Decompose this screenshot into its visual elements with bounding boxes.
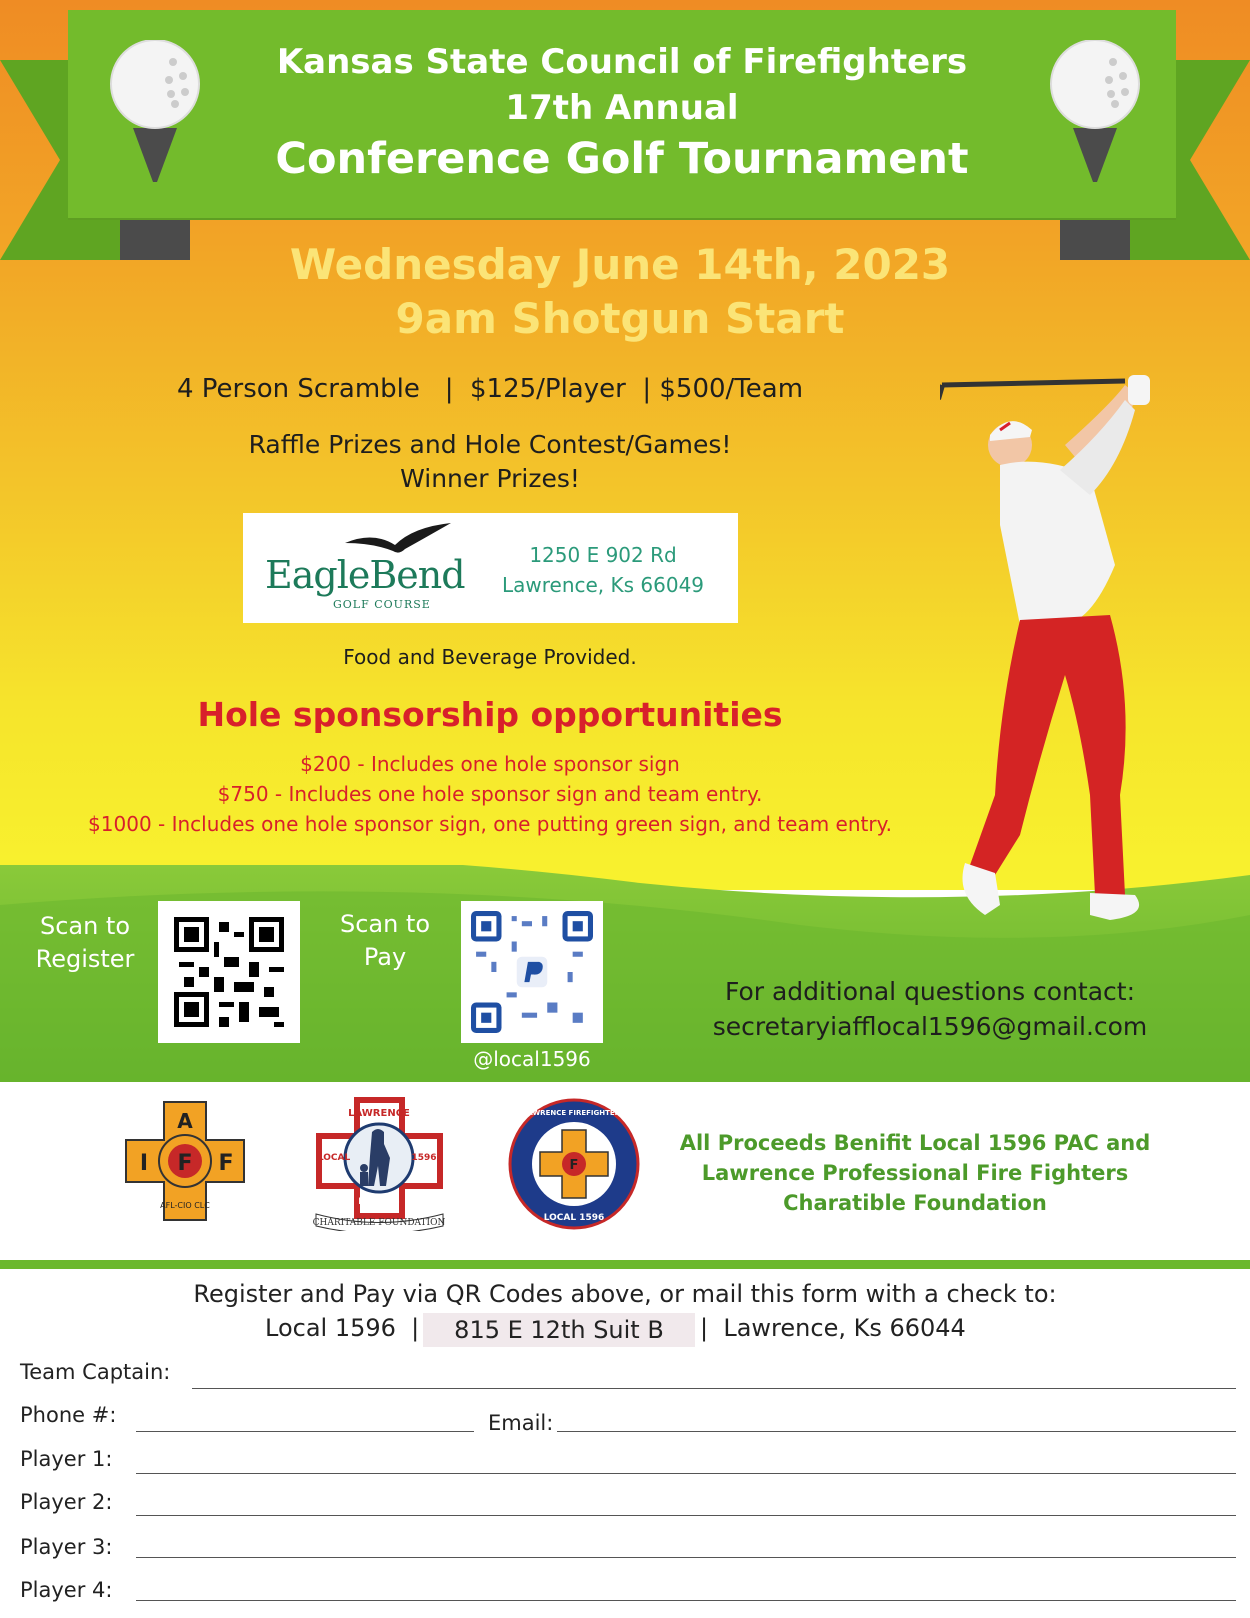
pay-label-2: Pay bbox=[363, 943, 407, 971]
venue-logo-sub: GOLF COURSE bbox=[333, 598, 431, 611]
mail-address-local: Local 1596 | bbox=[265, 1314, 420, 1342]
venue-logo-name: EagleBend bbox=[265, 553, 465, 597]
player-4-label: Player 4: bbox=[20, 1578, 113, 1602]
player-4-field[interactable] bbox=[136, 1600, 1236, 1601]
sponsorship-tier: $1000 - Includes one hole sponsor sign, one putting green sign, and team entry. bbox=[88, 812, 892, 836]
player-2-label: Player 2: bbox=[20, 1490, 113, 1514]
player-3-field[interactable] bbox=[136, 1557, 1236, 1558]
sponsorship-tier: $200 - Includes one hole sponsor sign bbox=[300, 752, 680, 776]
section-divider bbox=[0, 1260, 1250, 1269]
proceeds-note bbox=[670, 1128, 1160, 1218]
register-label-1: Scan to bbox=[39, 912, 131, 940]
svg-text:I: I bbox=[139, 1151, 149, 1176]
banner-line-2: 17th Annual bbox=[505, 88, 739, 128]
svg-text:LAWRENCE: LAWRENCE bbox=[348, 1108, 410, 1119]
svg-text:KANSAS: KANSAS bbox=[358, 1197, 400, 1207]
player-1-field[interactable] bbox=[136, 1473, 1236, 1474]
svg-text:CHARITABLE FOUNDATION: CHARITABLE FOUNDATION bbox=[312, 1218, 446, 1228]
mail-address-city: | Lawrence, Ks 66044 bbox=[700, 1314, 966, 1342]
golf-ball-tee-icon bbox=[105, 40, 205, 190]
lawrence-firefighters-logo bbox=[508, 1098, 640, 1230]
phone-field[interactable] bbox=[136, 1431, 474, 1432]
email-label: Email: bbox=[488, 1411, 554, 1435]
phone-label: Phone #: bbox=[20, 1403, 117, 1427]
event-start-time: 9am Shotgun Start bbox=[395, 294, 845, 343]
svg-text:F: F bbox=[569, 1158, 579, 1173]
mail-address-street: 815 E 12th Suit B bbox=[423, 1313, 695, 1347]
food-note: Food and Beverage Provided. bbox=[343, 645, 637, 669]
player-2-field[interactable] bbox=[136, 1515, 1236, 1516]
qr-code-icon bbox=[174, 917, 284, 1027]
svg-text:LOCAL: LOCAL bbox=[317, 1153, 351, 1163]
email-field[interactable] bbox=[557, 1431, 1236, 1432]
pay-label-1: Scan to bbox=[339, 910, 431, 938]
sponsorship-title: Hole sponsorship opportunities bbox=[197, 695, 783, 734]
contact-email[interactable]: secretaryiafflocal1596@gmail.com bbox=[712, 1012, 1148, 1041]
golf-ball-tee-icon bbox=[1045, 40, 1145, 190]
register-label-2: Register bbox=[35, 945, 135, 973]
event-date: Wednesday June 14th, 2023 bbox=[289, 240, 951, 289]
paypal-qr-code-icon bbox=[471, 911, 593, 1033]
form-intro: Register and Pay via QR Codes above, or mail this form with a check to: bbox=[193, 1280, 1057, 1308]
register-qr-code[interactable] bbox=[158, 901, 300, 1043]
prizes-line-1: Raffle Prizes and Hole Contest/Games! bbox=[248, 430, 732, 459]
svg-text:AFL-CIO CLC: AFL-CIO CLC bbox=[160, 1201, 210, 1210]
prizes-line-2: Winner Prizes! bbox=[400, 464, 580, 493]
title-banner bbox=[68, 10, 1176, 218]
proceeds-line-1: All Proceeds Benifit Local 1596 PAC and bbox=[679, 1131, 1151, 1155]
sponsorship-tier: $750 - Includes one hole sponsor sign and team entry. bbox=[217, 782, 763, 806]
banner-line-3: Conference Golf Tournament bbox=[275, 134, 969, 184]
pay-handle: @local1596 bbox=[473, 1047, 591, 1071]
golfer-illustration bbox=[940, 375, 1200, 955]
pricing-line: 4 Person Scramble | $125/Player | $500/Team bbox=[176, 374, 804, 404]
proceeds-line-2: Lawrence Professional Fire Fighters bbox=[701, 1161, 1129, 1185]
contact-line: For additional questions contact: bbox=[724, 977, 1136, 1006]
proceeds-line-3: Charatible Foundation bbox=[783, 1191, 1047, 1215]
banner-line-1: Kansas State Council of Firefighters bbox=[276, 42, 968, 82]
venue-address-line-2: Lawrence, Ks 66049 bbox=[501, 573, 705, 597]
svg-text:LOCAL 1596: LOCAL 1596 bbox=[543, 1213, 605, 1223]
venue-box bbox=[243, 513, 738, 623]
team-captain-field[interactable] bbox=[192, 1388, 1236, 1389]
venue-address-line-1: 1250 E 902 Rd bbox=[529, 543, 677, 567]
team-captain-label: Team Captain: bbox=[20, 1360, 171, 1384]
charitable-foundation-logo bbox=[312, 1096, 447, 1231]
svg-text:LAWRENCE FIREFIGHTERS: LAWRENCE FIREFIGHTERS bbox=[522, 1109, 626, 1117]
pay-qr-code[interactable] bbox=[461, 901, 603, 1043]
svg-text:F: F bbox=[218, 1151, 234, 1176]
svg-text:1596: 1596 bbox=[411, 1153, 437, 1163]
iaff-logo bbox=[124, 1100, 246, 1222]
svg-text:F: F bbox=[177, 1151, 193, 1176]
player-1-label: Player 1: bbox=[20, 1447, 113, 1471]
svg-text:A: A bbox=[177, 1109, 193, 1133]
player-3-label: Player 3: bbox=[20, 1535, 113, 1559]
